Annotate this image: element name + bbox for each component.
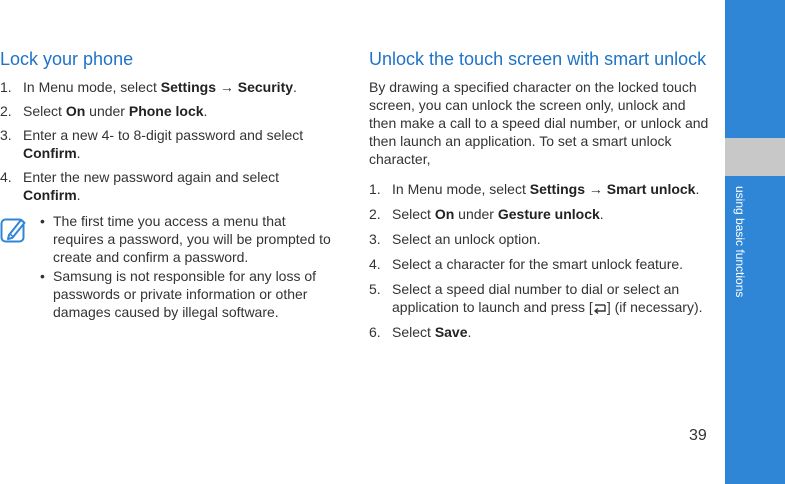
step-keyword: Settings [160,79,216,95]
note-text: The first time you access a menu that requires a password, you will be prompted to create and confirm a password. [53,213,331,265]
note-text: Samsung is not responsible for any loss of passwords or private information or other damages caused by illegal software. [53,268,317,320]
step-number: 2. [369,206,381,222]
step-number: 4. [0,169,12,185]
step-item [369,280,709,316]
step-text: . [76,187,81,203]
step-keyword: Security [237,79,294,95]
step-text: ] (if necessary). [606,299,703,315]
step-item [0,168,340,204]
step-item [369,230,709,248]
step-keyword: Save [434,324,468,340]
step-keyword: Settings [529,181,585,197]
step-text: Enter a new 4- to 8-digit password and select [23,127,304,143]
bullet-icon: • [40,213,45,229]
step-keyword: Gesture unlock [497,206,600,222]
note-item [38,267,340,321]
step-item [369,180,709,198]
step-text: . [467,324,472,340]
left-column [0,49,340,322]
step-item [0,126,340,162]
step-number: 3. [369,231,381,247]
step-text: . [76,145,81,161]
smart-unlock-steps [369,180,709,341]
step-text: under [454,206,498,222]
step-text: → [215,79,238,95]
right-column [369,49,709,348]
step-text: Select an unlock option. [392,231,541,247]
note-item [38,212,340,266]
step-item [369,323,709,341]
step-text: . [203,103,208,119]
note-pencil-icon [0,216,28,244]
section-title-smart-unlock: Unlock the touch screen with smart unlock [369,49,707,69]
step-keyword: Confirm [23,145,77,161]
page-number: 39 [689,427,707,444]
step-item [0,102,340,120]
bullet-icon: • [40,268,45,284]
step-text: Enter the new password again and select [23,169,280,185]
step-item [369,255,709,273]
step-keyword: Phone lock [128,103,204,119]
section-title-lock-phone: Lock your phone [0,49,134,69]
note-box [0,212,340,321]
step-text: . [293,79,297,95]
step-number: 2. [0,103,12,119]
step-number: 1. [369,181,381,197]
step-text: . [599,206,604,222]
step-text: Select [392,324,435,340]
step-text: In Menu mode, select [392,181,530,197]
step-keyword: Smart unlock [606,181,696,197]
step-text: Select [23,103,66,119]
step-keyword: Confirm [23,187,77,203]
step-text: In Menu mode, select [23,79,161,95]
step-text: Select [392,206,435,222]
back-key-icon [593,302,607,314]
step-number: 1. [0,79,12,95]
smart-unlock-intro: By drawing a specified character on the locked touch screen, you can unlock the screen only, unlock and then make a call to a speed dial number, or unlock and then launch an application. To set a smart unlock character, [369,79,709,167]
step-number: 3. [0,127,12,143]
side-tab-label: using basic functions [733,186,747,298]
side-tab-marker [725,138,785,176]
step-text: Select a character for the smart unlock feature. [392,256,684,272]
step-keyword: On [434,206,455,222]
step-text: . [695,181,700,197]
step-keyword: On [65,103,86,119]
step-number: 5. [369,281,381,297]
lock-phone-steps [0,78,340,204]
note-list [38,212,340,321]
step-text: → [584,181,607,197]
step-text: under [85,103,129,119]
step-text: Select a speed dial number to dial or select an application to launch and press [ [392,281,680,315]
step-number: 4. [369,256,381,272]
step-number: 6. [369,324,381,340]
side-tab-upper [725,0,785,138]
step-item [0,78,340,96]
step-item [369,205,709,223]
